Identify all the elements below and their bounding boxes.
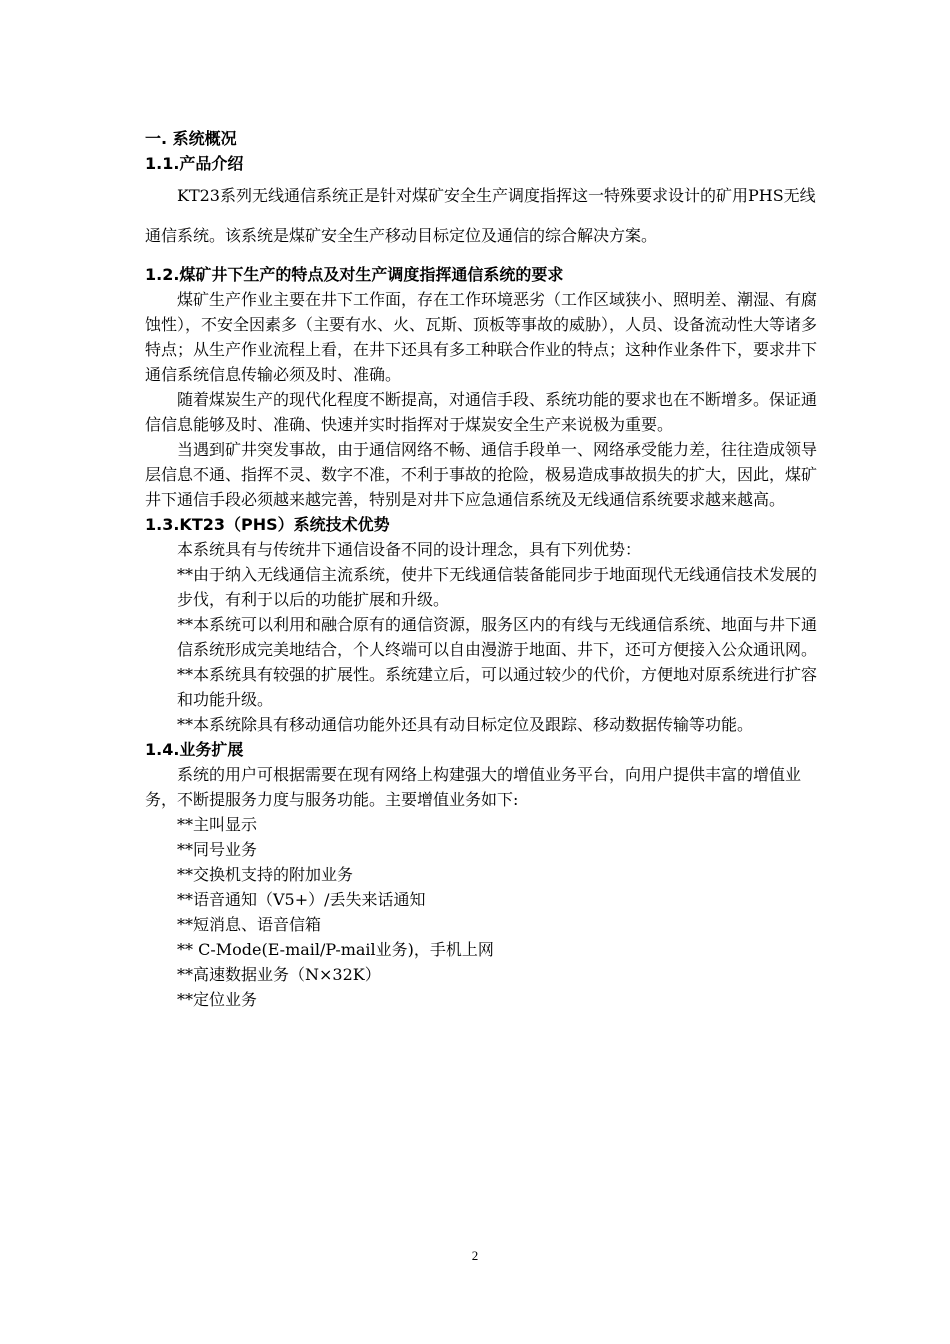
- section-heading-1-1: 1.1.产品介绍: [145, 154, 244, 173]
- paragraph-services-intro: 系统的用户可根据需要在现有网络上构建强大的增值业务平台，向用户提供丰富的增值业务，不断提服务力度与服务功能。主要增值业务如下:: [145, 765, 802, 809]
- document-body: [145, 126, 825, 1012]
- chapter-heading: 一. 系统概况: [145, 129, 237, 148]
- section-heading-1-2: 1.2.煤矿井下生产的特点及对生产调度指挥通信系统的要求: [145, 265, 564, 284]
- paragraph-modernization: 随着煤炭生产的现代化程度不断提高，对通信手段、系统功能的要求也在不断增多。保证通信信息能够及时、准确、快速并实时指挥对于煤炭安全生产来说极为重要。: [145, 390, 818, 434]
- paragraph-advantages-intro: 本系统具有与传统井下通信设备不同的设计理念，具有下列优势：: [177, 540, 642, 559]
- list-item: **定位业务: [177, 990, 258, 1009]
- list-item: **语音通知（V5+）/丢失来话通知: [177, 890, 426, 909]
- list-item: **本系统具有较强的扩展性。系统建立后，可以通过较少的代价，方便地对原系统进行扩容和功能升级。: [177, 665, 818, 709]
- list-item: **同号业务: [177, 840, 258, 859]
- list-item: **由于纳入无线通信主流系统，使井下无线通信装备能同步于地面现代无线通信技术发展的步伐，有利于以后的功能扩展和升级。: [177, 565, 818, 609]
- paragraph-mining-characteristics: 煤矿生产作业主要在井下工作面，存在工作环境恶劣（工作区域狭小、照明差、潮湿、有腐蚀性），不安全因素多（主要有水、火、瓦斯、顶板等事故的威胁），人员、设备流动性大等诸多特点；从生产作业流程上看，在井下还具有多工种联合作业的特点；这种作业条件下，要求井下通信系统信息传输必须及时、准确。: [145, 290, 818, 384]
- paragraph-emergency: 当遇到矿井突发事故，由于通信网络不畅、通信手段单一、网络承受能力差，往往造成领导层信息不通、指挥不灵、数字不准，不利于事故的抢险，极易造成事故损失的扩大，因此，煤矿井下通信手段必须越来越完善，特别是对井下应急通信系统及无线通信系统要求越来越高。: [145, 440, 818, 509]
- list-item: **本系统可以利用和融合原有的通信资源，服务区内的有线与无线通信系统、地面与井下通信系统形成完美地结合，个人终端可以自由漫游于地面、井下，还可方便接入公众通讯网。: [177, 615, 818, 659]
- list-item: ** C-Mode(E-mail/P-mail业务)，手机上网: [177, 940, 494, 959]
- list-item: **高速数据业务（N×32K）: [177, 965, 381, 984]
- section-heading-1-4: 1.4.业务扩展: [145, 740, 244, 759]
- list-item: **短消息、语音信箱: [177, 915, 322, 934]
- page-number: 2: [471, 1248, 479, 1263]
- list-item: **本系统除具有移动通信功能外还具有动目标定位及跟踪、移动数据传输等功能。: [177, 715, 754, 734]
- section-heading-1-3: 1.3.KT23（PHS）系统技术优势: [145, 515, 390, 534]
- list-item: **交换机支持的附加业务: [177, 865, 354, 884]
- list-item: **主叫显示: [177, 815, 258, 834]
- paragraph-product-intro: KT23系列无线通信系统正是针对煤矿安全生产调度指挥这一特殊要求设计的矿用PHS无线通信系统。该系统是煤矿安全生产移动目标定位及通信的综合解决方案。: [145, 186, 816, 245]
